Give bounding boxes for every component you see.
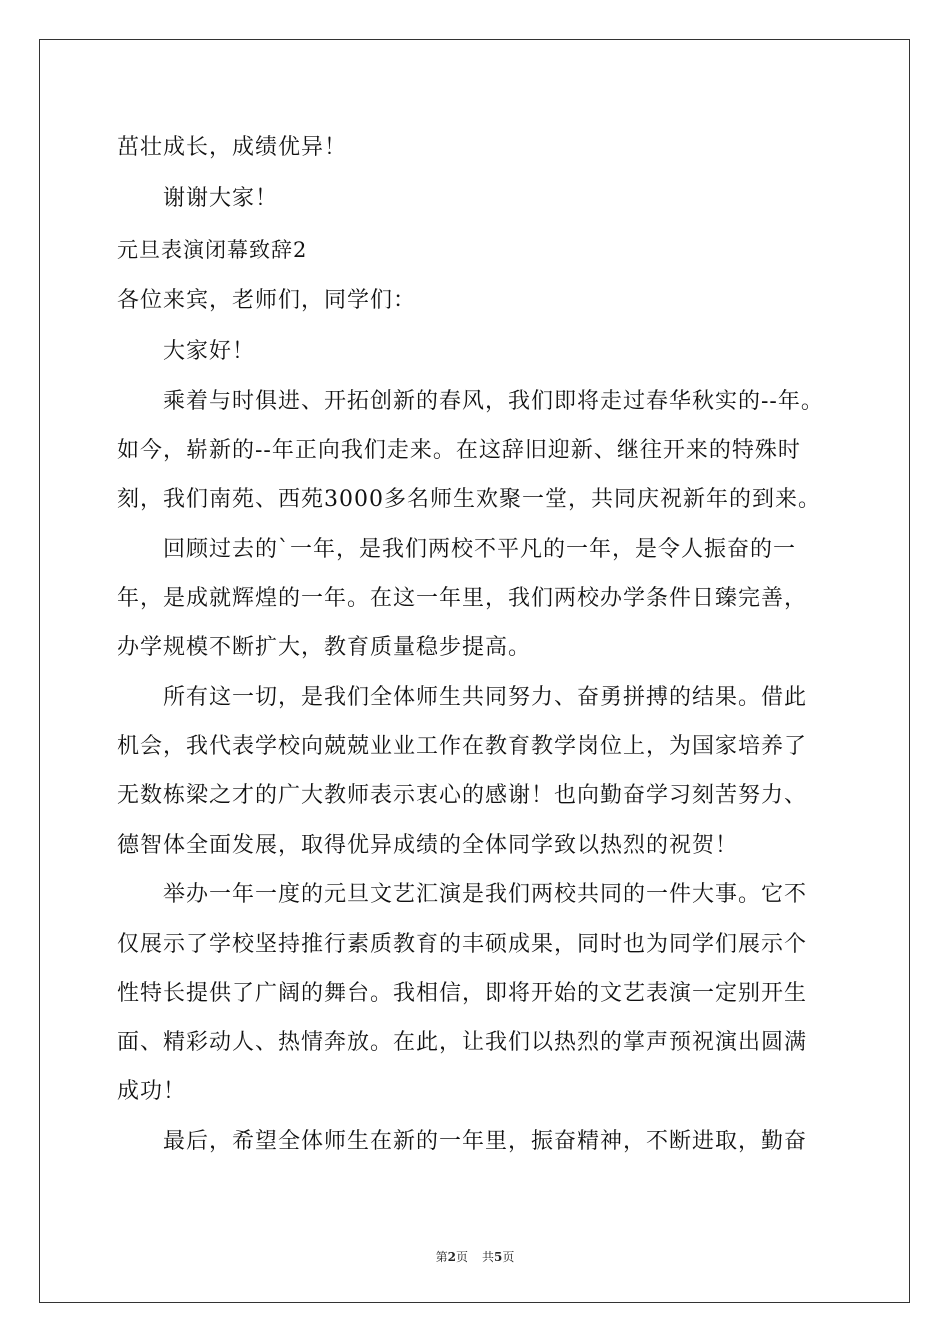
total-suffix: 页 — [502, 1250, 515, 1264]
text-line: 无数栋梁之才的广大教师表示衷心的感谢！也向勤奋学习刻苦努力、 — [117, 783, 808, 808]
text-line: 谢谢大家！ — [163, 186, 279, 211]
page-suffix: 页 — [455, 1250, 468, 1264]
text-line: 面、精彩动人、热情奔放。在此，让我们以热烈的掌声预祝演出圆满 — [117, 1030, 808, 1055]
text-line: 茁壮成长，成绩优异！ — [117, 135, 348, 160]
text-line: 乘着与时俱进、开拓创新的春风，我们即将走过春华秋实的--年。 — [163, 389, 824, 414]
text-line: 办学规模不断扩大，教育质量稳步提高。 — [117, 635, 532, 660]
text-line: 性特长提供了广阔的舞台。我相信，即将开始的文艺表演一定别开生 — [117, 981, 808, 1006]
text-line: 举办一年一度的元旦文艺汇演是我们两校共同的一件大事。它不 — [163, 882, 808, 907]
page-footer — [0, 1249, 950, 1265]
text-line: 机会，我代表学校向兢兢业业工作在教育教学岗位上，为国家培养了 — [117, 734, 808, 759]
section-title: 元旦表演闭幕致辞2 — [117, 238, 308, 262]
text-line: 回顾过去的`一年，是我们两校不平凡的一年，是令人振奋的一 — [163, 537, 797, 562]
salutation: 各位来宾，老师们，同学们： — [117, 288, 417, 313]
text-line: 德智体全面发展，取得优异成绩的全体同学致以热烈的祝贺！ — [117, 833, 739, 858]
total-pages: 5 — [494, 1250, 503, 1264]
text-line: 成功！ — [117, 1079, 187, 1104]
greeting: 大家好！ — [163, 339, 256, 364]
text-line: 年，是成就辉煌的一年。在这一年里，我们两校办学条件日臻完善， — [117, 586, 808, 611]
text-line: 仅展示了学校坚持推行素质教育的丰硕成果，同时也为同学们展示个 — [117, 932, 808, 957]
page-number: 2 — [447, 1250, 456, 1264]
text-line: 如今，崭新的--年正向我们走来。在这辞旧迎新、继往开来的特殊时 — [117, 438, 801, 463]
text-line: 刻，我们南苑、西苑3000多名师生欢聚一堂，共同庆祝新年的到来。 — [117, 487, 821, 512]
page-frame — [39, 39, 910, 1303]
total-prefix: 共 — [482, 1250, 495, 1264]
text-line: 所有这一切，是我们全体师生共同努力、奋勇拼搏的结果。借此 — [163, 685, 808, 710]
text-line: 最后，希望全体师生在新的一年里，振奋精神，不断进取，勤奋 — [163, 1129, 808, 1154]
page-prefix: 第 — [435, 1250, 448, 1264]
